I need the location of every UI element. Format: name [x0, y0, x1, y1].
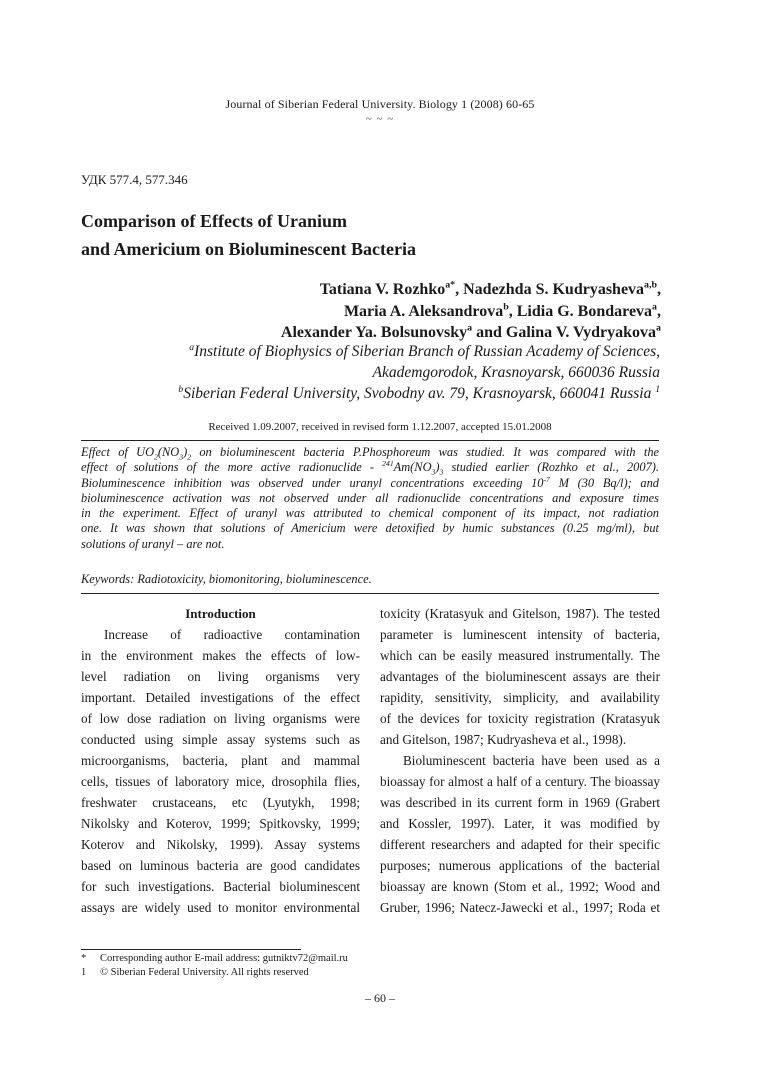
- abstract-line: [81, 460, 659, 475]
- page-number: – 60 –: [365, 991, 395, 1005]
- abstract-text: M (30 Bq/l); and: [549, 475, 659, 490]
- text-line: conducted using simple assay systems such as: [81, 732, 360, 747]
- affil-text: Institute of Biophysics of Siberian Branch of Russian Academy of Sciences,: [194, 343, 660, 360]
- text-line: bioassay are known (Stom et al., 1992; Wood and: [380, 879, 660, 894]
- footnote-text: Corresponding author E-mail address: gutniktv72@mail.ru: [100, 953, 348, 964]
- affil-mark: b: [178, 383, 184, 395]
- section-heading: Introduction: [185, 606, 256, 621]
- abstract-text: ): [435, 460, 440, 475]
- text-line: Increase of radioactive contamination: [104, 627, 360, 642]
- abstract-line: bioluminescence activation was not observed under all radionuclide concentrations and exposure times: [81, 490, 659, 505]
- subscript: 3: [179, 452, 184, 462]
- author-affil-mark: b: [503, 301, 509, 313]
- author-affil-mark: a*: [445, 279, 456, 291]
- author-name: Nadezhda S. Kudryasheva: [463, 281, 645, 298]
- abstract-text: Effect of UO: [81, 445, 155, 459]
- text-line: which can be easily measured instrumentally. The: [380, 648, 660, 663]
- author-name: Tatiana V. Rozhko: [319, 281, 446, 298]
- received-dates: Received 1.09.2007, received in revised form 1.12.2007, accepted 15.01.2008: [208, 421, 552, 433]
- text-line: advantages of the bioluminescent assays are their: [380, 669, 660, 684]
- footnote-corresponding: [81, 953, 348, 964]
- affil-mark: a: [189, 341, 195, 353]
- abstract-text: ): [183, 445, 188, 459]
- footnote-mark: *: [81, 953, 87, 964]
- keywords: Keywords: Radiotoxicity, biomonitoring, bioluminescence.: [81, 572, 372, 586]
- author-name: Alexander Ya. Bolsunovsky: [280, 324, 468, 341]
- journal-header: Journal of Siberian Federal University. Biology 1 (2008) 60-65: [225, 97, 535, 111]
- abstract-bottom-rule: [81, 593, 659, 594]
- text-line: purposes; numerous applications of the bacterial: [380, 858, 660, 873]
- text-line: freshwater crustaceans, etc (Lyutykh, 1998;: [81, 795, 360, 810]
- affiliations: [178, 341, 660, 404]
- author-affil-mark: a: [652, 301, 657, 313]
- abstract-line: in the experiment. Effect of uranyl was attributed to chemical component of its impact, not radiation: [81, 506, 659, 521]
- author-affil-mark: a: [467, 322, 473, 334]
- abstract: [81, 445, 659, 552]
- author-name: Maria A. Aleksandrova: [343, 302, 504, 320]
- abstract-text: Am(NO: [393, 460, 432, 475]
- abstract-text: effect of solutions of the more active radionuclide -: [81, 460, 383, 475]
- text-line: bioassay for almost a half of a century. The bioassay: [380, 774, 660, 789]
- footnote-mark: 1: [81, 967, 87, 978]
- abstract-text: studied earlier (Rozhko et al., 2007).: [443, 460, 659, 475]
- text-line: of low dose radiation on living organisms were: [81, 711, 360, 726]
- text-line: toxicity (Kratasyuk and Gitelson, 1987). The tested: [380, 606, 660, 621]
- text-line: Koterov and Nikolsky, 1999). Assay systems: [81, 837, 360, 852]
- author-name: Lidia G. Bondareva: [516, 302, 653, 320]
- affil-text: Siberian Federal University, Svobodny av. 79, Krasnoyarsk, 660041 Russia: [183, 385, 656, 402]
- right-column: [380, 603, 660, 918]
- author-conjunction: and: [472, 324, 506, 341]
- abstract-line: [81, 476, 659, 491]
- left-column: [81, 603, 360, 918]
- abstract-text: (NO: [157, 445, 180, 459]
- text-line: Gruber, 1996; Natecz-Jawecki et al., 1997; Roda et: [380, 900, 660, 915]
- text-line: level radiation on living organisms very: [81, 669, 360, 684]
- text-line: for such investigations. Bacterial bioluminescent: [81, 879, 360, 894]
- author-affil-mark: a: [656, 322, 661, 334]
- title-line-1: Comparison of Effects of Uranium: [81, 211, 347, 231]
- abstract-line: [81, 445, 659, 460]
- affiliation-b: [178, 383, 660, 404]
- text-line: of the devices for toxicity registration (Kratasyuk: [380, 711, 660, 726]
- text-line: cells, tissues of laboratory mice, drosophila flies,: [81, 774, 360, 789]
- text-line: rapidity, sensitivity, simplicity, and availability: [380, 690, 660, 705]
- abstract-text: on bioluminescent bacteria P.Phosphoreum was studied. It was compared with the: [191, 445, 660, 459]
- text-line: assays are widely used to monitor environmental: [81, 900, 360, 915]
- affiliation-a-line-1: [178, 341, 660, 362]
- author-list: [281, 279, 661, 344]
- superscript: 241: [382, 459, 394, 469]
- text-line: and Gitelson, 1987; Kudryasheva et al., 1998).: [380, 732, 627, 747]
- abstract-line: solutions of uranyl – are not.: [81, 536, 225, 551]
- author-affil-mark: a,b: [644, 279, 657, 291]
- abstract-text: Bioluminescence inhibition was observed under uranyl concentrations exceeding 10: [81, 475, 544, 490]
- author-line-1: Tatiana V. Rozhko$^{a*}$, Nadezhda S. Kudryasheva$^{a,b}$,: [319, 279, 661, 298]
- text-line: important. Detailed investigations of the effect: [81, 690, 360, 705]
- text-line: Nikolsky and Koterov, 1999; Spitkovsky, 1999;: [81, 816, 360, 831]
- text-line: and Kossler, 1997). Later, it was modified by: [380, 816, 660, 831]
- footnote-ref: 1: [655, 383, 660, 395]
- subscript: 2: [187, 452, 192, 462]
- footnote-text: © Siberian Federal University. All rights reserved: [100, 967, 309, 978]
- text-line: based on luminous bacteria are good candidates: [81, 858, 360, 873]
- subscript: 3: [431, 467, 436, 477]
- text-line: different researchers and adapted for their specific: [380, 837, 660, 852]
- text-line: parameter is luminescent intensity of bacteria,: [380, 627, 660, 642]
- subscript: 3: [439, 467, 444, 477]
- footnote-copyright: [81, 967, 309, 978]
- title-line-2: and Americium on Bioluminescent Bacteria: [81, 239, 416, 259]
- article-title: [81, 207, 416, 263]
- subscript: 2: [154, 452, 158, 462]
- header-separator: ~ ~ ~: [365, 113, 395, 125]
- affiliation-a-line-2: Akademgorodok, Krasnoyarsk, 660036 Russia: [372, 364, 660, 381]
- text-line: Bioluminescent bacteria have been used as a: [403, 753, 660, 768]
- abstract-line: one. It was shown that solutions of Americium were detoxified by humic substances (0.25 mg/ml), but: [81, 521, 659, 536]
- author-line-2: Maria A. Aleksandrova$^b$, Lidia G. Bondareva$^a$,: [343, 301, 661, 320]
- author-name: Galina V. Vydryakova: [505, 324, 657, 341]
- text-line: microorganisms, bacteria, plant and mammal: [81, 753, 360, 768]
- superscript: -7: [543, 474, 550, 484]
- text-line: was described in its current form in 1969 (Grabert: [380, 795, 660, 810]
- udc-code: УДК 577.4, 577.346: [81, 172, 188, 187]
- footnote-rule: [81, 949, 301, 950]
- abstract-top-rule: [81, 440, 659, 441]
- text-line: in the environment makes the effects of low-: [81, 648, 360, 663]
